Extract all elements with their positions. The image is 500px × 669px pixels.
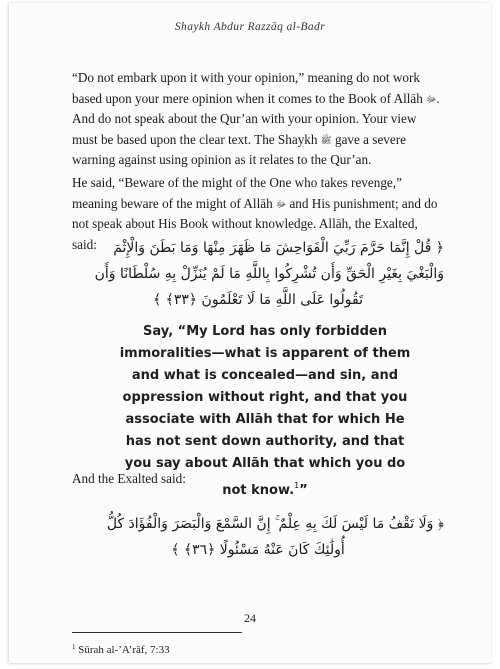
footnote-text: Sūrah al-’A’rāf, 7:33 bbox=[75, 644, 170, 656]
closing-quote: ” bbox=[299, 483, 308, 498]
arabic-verse-al-isra bbox=[72, 511, 444, 563]
honorific-glyph: ﷺ bbox=[320, 134, 332, 145]
arabic-verse-al-araf bbox=[72, 235, 444, 313]
paragraph-text: gave a severe warning against using opinion as it relates to the Qur’an. bbox=[72, 131, 406, 167]
paragraph-text: . And do not speak about the Qur’an with your opinion. Your view must be based upon the clear text. The Shaykh bbox=[72, 90, 440, 147]
footnote-marker: 1 bbox=[72, 643, 76, 651]
arabic-verse-line: ﴿ قُلْ إِنَّمَا حَرَّمَ رَبِّيَ الْفَوَاحِشَ مَا ظَهَرَ مِنْهَا وَمَا بَطَنَ وَالْإِثْمَ bbox=[113, 240, 444, 256]
arabic-verse-line: أُولَٰئِكَ كَانَ عَنْهُ مَسْئُولًا ﴿٣٦﴾ ﴾ bbox=[171, 542, 345, 558]
paragraph-exalted-said: And the Exalted said: bbox=[72, 471, 186, 486]
footnote bbox=[72, 643, 170, 656]
arabic-verse-line: وَالْبَغْيَ بِغَيْرِ الْحَقِّ وَأَن تُشْرِكُوا بِاللَّهِ مَا لَمْ يُنَزِّلْ بِهِ سُلْطَانًا وَأَن bbox=[94, 266, 444, 282]
page-number: 24 bbox=[244, 611, 256, 625]
book-page bbox=[9, 3, 491, 663]
paragraph-opinion bbox=[72, 68, 444, 171]
footnote-divider bbox=[72, 632, 242, 633]
paragraph-text: and His punishment; and do not speak about His Book without knowledge. Allāh, the Exalted, said: bbox=[72, 195, 438, 252]
arabic-verse-line: ﴿ وَلَا تَقْفُ مَا لَيْسَ لَكَ بِهِ عِلْمٌ ۚ إِنَّ السَّمْعَ وَالْبَصَرَ وَالْفُؤَادَ كُلُّ bbox=[106, 516, 444, 532]
running-title: Shaykh Abdur Razzāq al-Badr bbox=[174, 21, 326, 33]
honorific-glyph: ﷻ bbox=[275, 198, 287, 209]
honorific-glyph: ﷻ bbox=[426, 93, 437, 104]
paragraph-text: He said, “Beware of the might of the One who takes revenge,” meaning beware of the might of Allāh bbox=[72, 175, 402, 211]
footnote-reference[interactable]: 1 bbox=[294, 481, 300, 490]
paragraph-text: “Do not embark upon it with your opinion,” meaning do not work based upon your mere opinion when it comes to the Book of Allāh bbox=[72, 70, 423, 106]
translation-text: Say, “My Lord has only forbidden immoralities—what is apparent of them and what is concealed—and sin, and oppression without right, and that you associate with Allāh that for which He has not sent down authority, and that you say about Allāh that which you do not know. bbox=[119, 324, 411, 498]
arabic-verse-line: تَقُولُوا عَلَى اللَّهِ مَا لَا تَعْلَمُونَ ﴿٣٣﴾ ﴾ bbox=[152, 292, 363, 308]
